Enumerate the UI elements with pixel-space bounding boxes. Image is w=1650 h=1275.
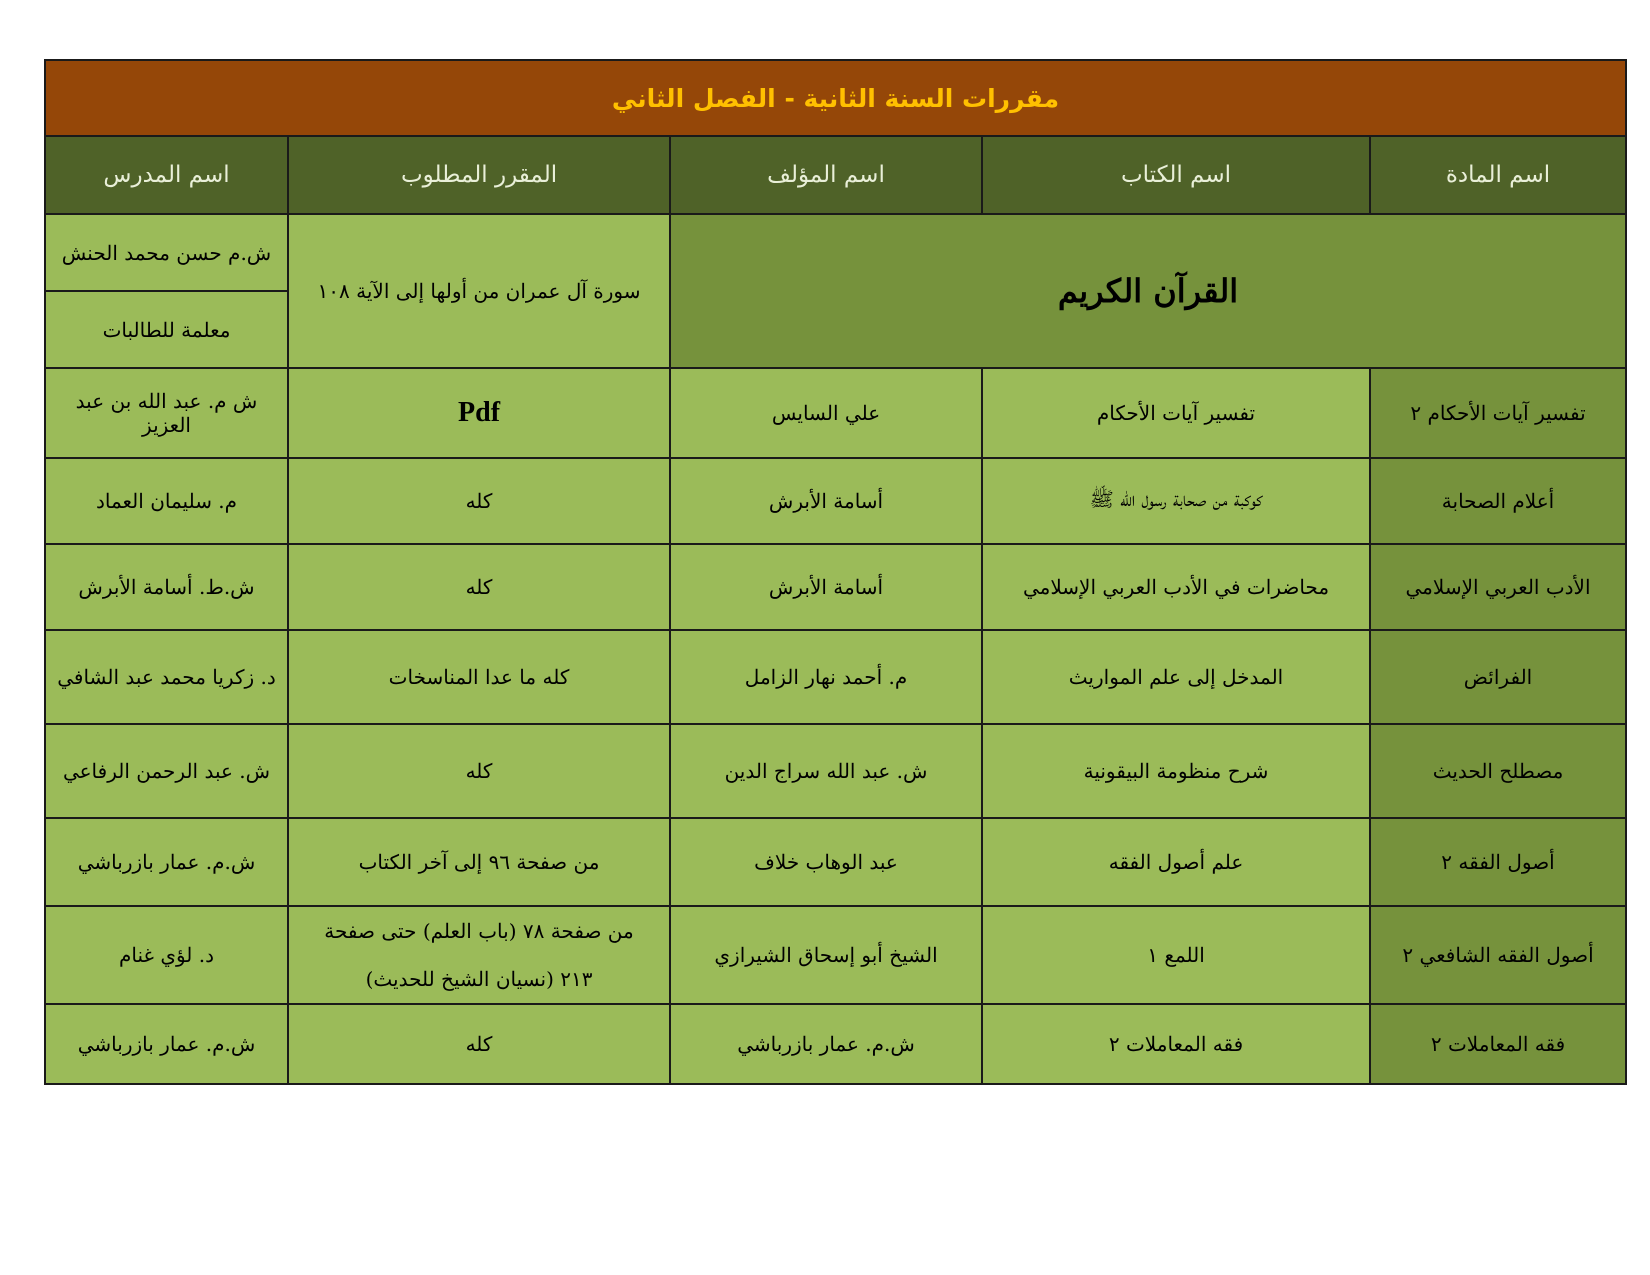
table-row-quran — [45, 214, 1626, 291]
table-row — [45, 818, 1626, 906]
header-teacher: اسم المدرس — [45, 136, 288, 214]
syllabus-cell: Pdf — [288, 368, 670, 458]
quran-teacher-2: معلمة للطالبات — [45, 291, 288, 368]
author-cell: عبد الوهاب خلاف — [670, 818, 982, 906]
book-cell: شرح منظومة البيقونية — [982, 724, 1370, 818]
subject-cell: مصطلح الحديث — [1370, 724, 1626, 818]
syllabus-cell: كله — [288, 724, 670, 818]
syllabus-cell: كله — [288, 1004, 670, 1084]
syllabus-cell: من صفحة ٩٦ إلى آخر الكتاب — [288, 818, 670, 906]
author-cell: أسامة الأبرش — [670, 458, 982, 544]
book-cell: المدخل إلى علم المواريث — [982, 630, 1370, 724]
syllabus-cell: كله — [288, 458, 670, 544]
author-cell: علي السايس — [670, 368, 982, 458]
subject-cell: أصول الفقه الشافعي ٢ — [1370, 906, 1626, 1004]
author-cell: الشيخ أبو إسحاق الشيرازي — [670, 906, 982, 1004]
author-cell: ش.م. عمار بازرباشي — [670, 1004, 982, 1084]
header-author: اسم المؤلف — [670, 136, 982, 214]
subject-cell: تفسير آيات الأحكام ٢ — [1370, 368, 1626, 458]
table-row — [45, 368, 1626, 458]
teacher-cell: ش.م. عمار بازرباشي — [45, 818, 288, 906]
book-cell: محاضرات في الأدب العربي الإسلامي — [982, 544, 1370, 630]
teacher-cell: د. لؤي غنام — [45, 906, 288, 1004]
header-row — [45, 136, 1626, 214]
author-cell: م. أحمد نهار الزامل — [670, 630, 982, 724]
book-cell: فقه المعاملات ٢ — [982, 1004, 1370, 1084]
quran-teacher-1: ش.م حسن محمد الحنش — [45, 214, 288, 291]
teacher-cell: د. زكريا محمد عبد الشافي — [45, 630, 288, 724]
book-cell: تفسير آيات الأحكام — [982, 368, 1370, 458]
syllabus-cell: كله ما عدا المناسخات — [288, 630, 670, 724]
teacher-cell: م. سليمان العماد — [45, 458, 288, 544]
quran-merged-cell: القرآن الكريم — [670, 214, 1626, 368]
book-cell: علم أصول الفقه — [982, 818, 1370, 906]
book-cell: اللمع ١ — [982, 906, 1370, 1004]
table-row — [45, 1004, 1626, 1084]
teacher-cell: ش.م. عمار بازرباشي — [45, 1004, 288, 1084]
table-title: مقررات السنة الثانية - الفصل الثاني — [45, 60, 1626, 136]
author-cell: أسامة الأبرش — [670, 544, 982, 630]
curriculum-table — [44, 59, 1627, 1085]
subject-cell: أصول الفقه ٢ — [1370, 818, 1626, 906]
subject-cell: أعلام الصحابة — [1370, 458, 1626, 544]
header-book: اسم الكتاب — [982, 136, 1370, 214]
table-row — [45, 906, 1626, 1004]
header-syllabus: المقرر المطلوب — [288, 136, 670, 214]
subject-cell: الفرائض — [1370, 630, 1626, 724]
header-subject: اسم المادة — [1370, 136, 1626, 214]
quran-syllabus: سورة آل عمران من أولها إلى الآية ١٠٨ — [288, 214, 670, 368]
teacher-cell: ش. عبد الرحمن الرفاعي — [45, 724, 288, 818]
teacher-cell: ش.ط. أسامة الأبرش — [45, 544, 288, 630]
subject-cell: الأدب العربي الإسلامي — [1370, 544, 1626, 630]
syllabus-line-2: ٢١٣ (نسيان الشيخ للحديث) — [365, 967, 593, 991]
book-cell: كوكبة من صحابة رسول الله ﷺ — [982, 458, 1370, 544]
syllabus-cell: كله — [288, 544, 670, 630]
syllabus-line-1: من صفحة ٧٨ (باب العلم) حتى صفحة — [324, 919, 634, 943]
table-row — [45, 544, 1626, 630]
subject-cell: فقه المعاملات ٢ — [1370, 1004, 1626, 1084]
title-row — [45, 60, 1626, 136]
table-row — [45, 458, 1626, 544]
syllabus-cell — [288, 906, 670, 1004]
teacher-cell: ش م. عبد الله بن عبد العزيز — [45, 368, 288, 458]
table-row — [45, 630, 1626, 724]
author-cell: ش. عبد الله سراج الدين — [670, 724, 982, 818]
table-row — [45, 724, 1626, 818]
